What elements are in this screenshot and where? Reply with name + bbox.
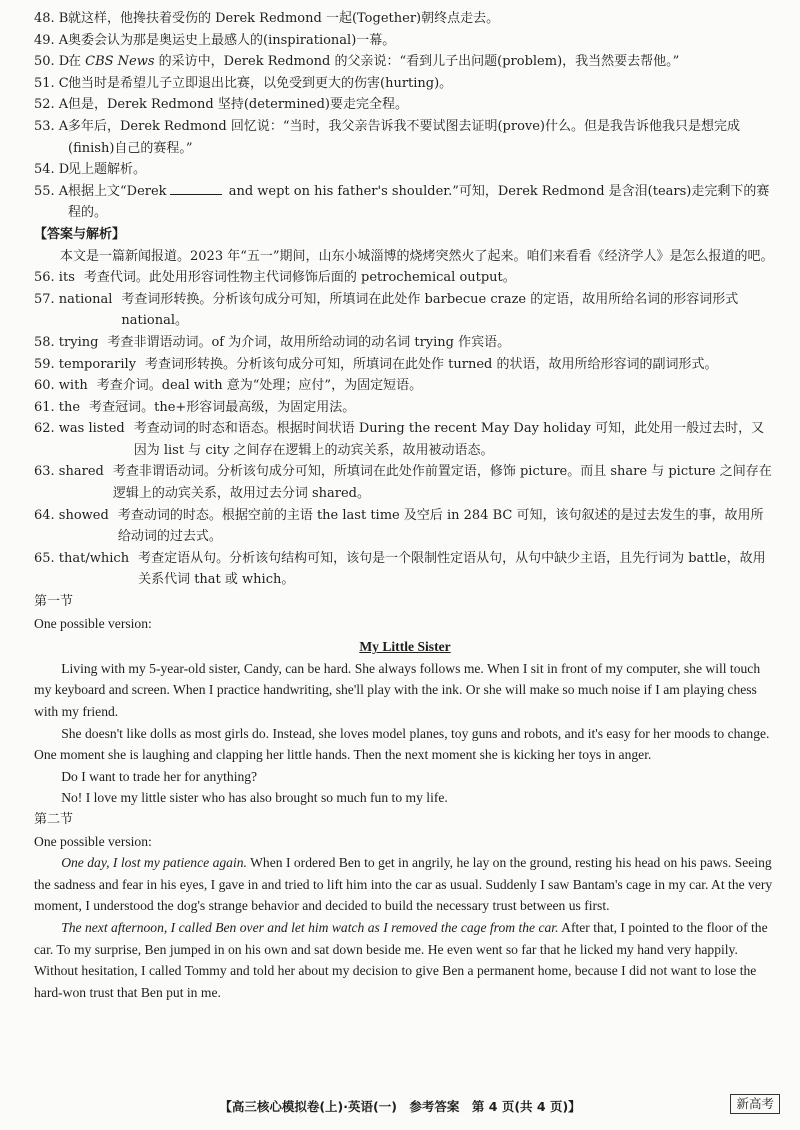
list-item: 57. national 考查词形转换。分析该句成分可知，所填词在此处作 barbecue craze 的定语，故用所给名词的形容词形式 national。 — [34, 291, 739, 329]
story-paragraph: One day, I lost my patience again. When I ordered Ben to get in angrily, he lay on the ground, resting his head on his paws. Seeing the sadness and fear in his eyes, I gave in and tried to lift him into the car as usual. Suddenly I saw Bantam's cage in my car. At the very moment, I understood the dog's strange behavior and decided to build the necessary trust between us first. — [34, 855, 773, 914]
essay-paragraph: Living with my 5-year-old sister, Candy, can be hard. She always follows me. When I sit in front of my computer, she will touch my keyboard and screen. When I practice handwriting, she'll play with the ink. Or she will make so much noise if I am playing chess with my friend. — [34, 660, 761, 719]
list-item: 49. A 奥委会认为那是奥运史上最感人的(inspirational)一幕。 — [34, 32, 396, 48]
answer-page — [34, 8, 776, 1003]
part2-label: 第二节 — [34, 811, 74, 827]
list-item: 50. D 在 CBS News 的采访中，Derek Redmond 的父亲说：“看到儿子出问题(problem)，我当然要去帮他。” — [34, 54, 680, 70]
answer-list — [34, 267, 776, 591]
essay-paragraph: No! I love my little sister who has also brought so much fun to my life. — [61, 790, 448, 806]
list-item: 59. temporarily 考查词形转换。分析该句成分可知，所填词在此处作 turned 的状语，故用所给形容词的副词形式。 — [34, 356, 718, 372]
part1-label: 第一节 — [34, 594, 74, 610]
essay-title: My Little Sister — [359, 639, 451, 655]
edition-badge: 新高考 — [730, 1094, 780, 1114]
list-item: 56. its 考查代词。此处用形容词性物主代词修饰后面的 petrochemical output。 — [34, 270, 516, 286]
list-item: 54. D 见上题解析。 — [34, 162, 147, 178]
page-footer: 【高三核心模拟卷(上)·英语(一) 参考答案 第 4 页(共 4 页)】 — [219, 1099, 581, 1114]
story-paragraph: The next afternoon, I called Ben over and let him watch as I removed the cage from the car. After that, I pointed to the floor of the car. To my surprise, Ben jumped in on his own and sat down beside me. He even went so far that he licked my hand very happily. Without hesitation, I called Tommy and told her about my decision to give Ben a permanent home, because I did not want to lose the hard-won trust that Ben put in me. — [34, 919, 768, 1000]
key-list — [34, 8, 776, 224]
essay-paragraph: Do I want to trade her for anything? — [61, 768, 258, 784]
list-item: 58. trying 考查非谓语动词。of 为介词，故用所给动词的动名词 trying 作宾语。 — [34, 334, 511, 350]
list-item: 52. A 但是，Derek Redmond 坚持(determined)要走完全程。 — [34, 97, 408, 113]
list-item: 62. was listed 考查动词的时态和语态。根据时间状语 During the recent May Day holiday 可知，此处用一般过去时，又因为 list 与 city 之间存在逻辑上的动宾关系，故用被动语态。 — [34, 421, 765, 458]
part1-version: One possible version: — [34, 615, 152, 631]
list-item: 65. that/which 考查定语从句。分析该句结构可知，该句是一个限制性定语从句，从句中缺少主语，且先行词为 battle，故用关系代词 that 或 which。 — [34, 550, 766, 588]
answer-blank — [170, 182, 222, 195]
list-item: 63. shared 考查非谓语动词。分析该句成分可知，所填词在此处作前置定语，修饰 picture。而且 share 与 picture 之间存在逻辑上的动宾关系，故用过去分词 shared。 — [34, 464, 772, 502]
list-item: 61. the 考查冠词。the+形容词最高级，为固定用法。 — [34, 399, 356, 415]
list-item: 60. with 考查介词。deal with 意为“处理；应付”，为固定短语。 — [34, 378, 423, 394]
list-item: 48. B 就这样，他搀扶着受伤的 Derek Redmond 一起(Together)朝终点走去。 — [34, 11, 500, 26]
essay-paragraph: She doesn't like dolls as most girls do. Instead, she loves model planes, toy guns and robots, and it's easy for her moods to change. One moment she is laughing and clapping her little hands. Then the next moment she is kicking her toys in anger. — [34, 725, 770, 763]
list-item: 55. A 根据上文“Derek and wept on his father's shoulder.”可知，Derek Redmond 是含泪(tears)走完剩下的赛程的。 — [34, 183, 770, 221]
list-item: 51. C 他当时是希望儿子立即退出比赛，以免受到更大的伤害(hurting)。 — [34, 75, 453, 91]
section-heading: 【答案与解析】 — [34, 226, 126, 242]
intro-paragraph: 本文是一篇新闻报道。2023 年“五一”期间，山东小城淄博的烧烤突然火了起来。咱们来看看《经济学人》是怎么报道的吧。 — [60, 248, 774, 264]
list-item: 53. A 多年后，Derek Redmond 回忆说：“当时，我父亲告诉我不要试图去证明(prove)什么。但是我告诉他我只是想完成(finish)自己的赛程。” — [34, 118, 741, 156]
part2-version: One possible version: — [34, 833, 152, 849]
list-item: 64. showed 考查动词的时态。根据空前的主语 the last time 及空后 in 284 BC 可知，该句叙述的是过去发生的事，故用所给动词的过去式。 — [34, 507, 764, 545]
